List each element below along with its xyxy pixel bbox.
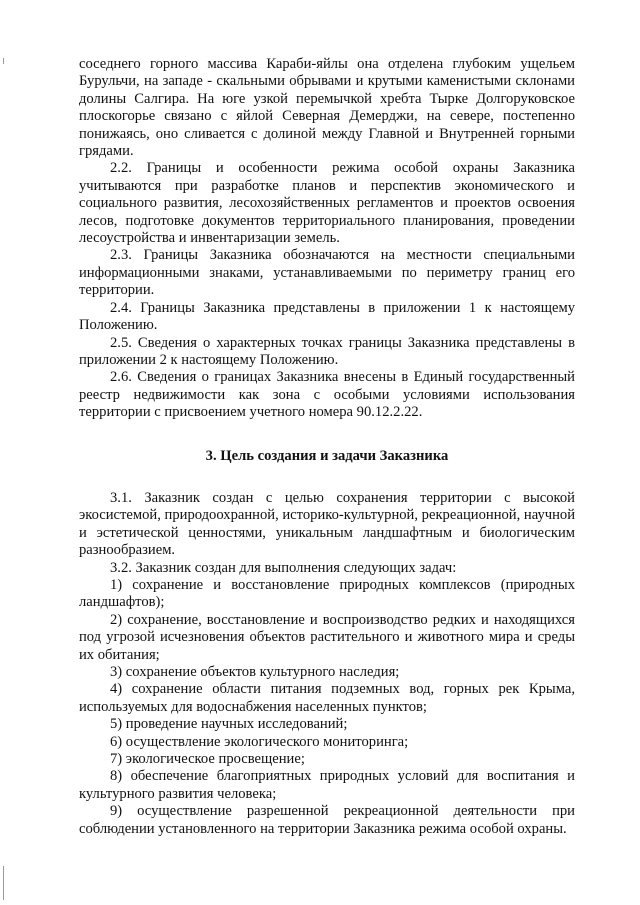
task-item-4: 4) сохранение области питания подземных вод, горных рек Крыма, используемых для водоснабжения населенных пунктов; [79,681,575,715]
scan-edge-mark-top [3,58,4,64]
task-item-8: 8) обеспечение благоприятных природных условий для воспитания и культурного развития человека; [79,768,575,802]
paragraph-2-2: 2.2. Границы и особенности режима особой охраны Заказника учитываются при разработке планов и перспектив экономического и социального развития, лесохозяйственных регламентов и проектов освоения лесов, подготовке документов территориального планирования, проведении лесоустройства и инвентаризации земель. [79,160,575,247]
paragraph-2-6: 2.6. Сведения о границах Заказника внесены в Единый государственный реестр недвижимости как зона с особыми условиями использования территории с присвоением учетного номера 90.12.2.22. [79,369,575,421]
scan-edge-mark-bottom [3,866,4,900]
task-item-3: 3) сохранение объектов культурного наследия; [110,664,400,680]
task-item-5: 5) проведение научных исследований; [110,716,348,733]
paragraph-2-3: 2.3. Границы Заказника обозначаются на местности специальными информационными знаками, устанавливаемыми по периметру границ его территории. [79,247,575,299]
task-item-7: 7) экологическое просвещение; [110,751,305,768]
task-item-9: 9) осуществление разрешенной рекреационной деятельности при соблюдении установленного на территории Заказника режима особой охраны. [79,803,575,837]
task-item-2: 2) сохранение, восстановление и воспроизводство редких и находящихся под угрозой исчезновения объектов растительного и животного мира и среды их обитания; [79,611,575,663]
section-heading: 3. Цель создания и задачи Заказника [205,447,449,464]
paragraph-2-5: 2.5. Сведения о характерных точках границы Заказника представлены в приложении 2 к настоящему Положению. [79,334,575,368]
task-item-1: 1) сохранение и восстановление природных комплексов (природных ландшафтов); [79,576,575,611]
document-page [79,56,575,838]
task-item-6: 6) осуществление экологического мониторинга; [110,733,409,750]
paragraph-3-2: 3.2. Заказник создан для выполнения следующих задач: [110,559,457,576]
paragraph-2-4: 2.4. Границы Заказника представлены в приложении 1 к настоящему Положению. [79,299,575,334]
paragraph-3-1: 3.1. Заказник создан с целью сохранения территории с высокой экосистемой, природоохранной, историко-культурной, рекреационной, научной и эстетической ценностями, уникальным ландшафтным и биологическим разнообразием. [79,489,576,559]
paragraph-continuation: соседнего горного массива Караби-яйлы она отделена глубоким ущельем Бурульчи, на западе - скальными обрывами и крутыми каменистыми склонами долины Салгира. На юге узкой перемычкой хребта Тырке Долгоруковское плоскогорье связано с яйлой Северная Демерджи, на севере, постепенно понижаясь, оно сливается с долиной между Главной и Внутренней горными грядами. [79,56,575,160]
